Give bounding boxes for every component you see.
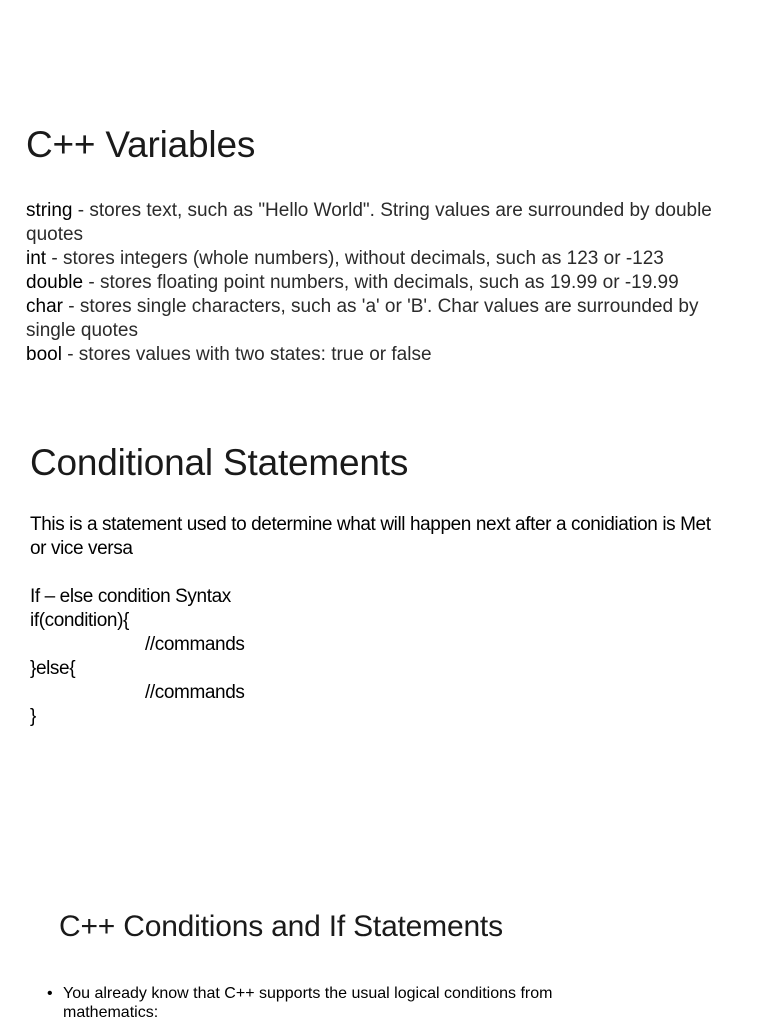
- type-term: char: [26, 296, 63, 317]
- list-item: [26, 199, 741, 247]
- type-term: int: [26, 248, 47, 269]
- conditional-body: [30, 513, 730, 729]
- slide-title: C++ Conditions and If Statements: [59, 910, 503, 943]
- list-item: [26, 295, 741, 343]
- variables-slide: [0, 0, 768, 420]
- slide-title: Conditional Statements: [30, 442, 409, 483]
- variables-list: [26, 199, 741, 367]
- type-term: string: [26, 200, 73, 221]
- type-term: bool: [26, 344, 62, 365]
- if-statements-slide: [0, 880, 768, 1024]
- code-line: //commands: [145, 682, 245, 703]
- type-description: - stores single characters, such as 'a' or 'B'. Char values are surrounded by single quotes: [26, 296, 699, 341]
- type-term: double: [26, 272, 84, 293]
- bullet-icon: •: [47, 985, 53, 1002]
- syntax-heading: If – else condition Syntax: [30, 586, 231, 607]
- list-item: [47, 984, 647, 1022]
- spacer: [30, 561, 730, 585]
- code-line: //commands: [145, 634, 245, 655]
- list-item: [26, 247, 741, 271]
- code-line: if(condition){: [30, 610, 129, 631]
- bullet-text: You already know that C++ supports the usual logical conditions from mathematics:: [63, 985, 553, 1021]
- type-description: - stores integers (whole numbers), without decimals, such as 123 or -123: [46, 248, 664, 269]
- type-description: - stores text, such as "Hello World". String values are surrounded by double quotes: [26, 200, 712, 245]
- conditional-slide: [0, 420, 768, 880]
- list-item: [26, 271, 741, 295]
- code-line: }else{: [30, 658, 76, 679]
- slide-title: C++ Variables: [26, 124, 256, 165]
- type-description: - stores floating point numbers, with decimals, such as 19.99 or -19.99: [83, 272, 679, 293]
- bullet-list: [47, 984, 647, 1022]
- intro-text: This is a statement used to determine what will happen next after a conidiation is Met or vice versa: [30, 514, 711, 559]
- list-item: [26, 343, 741, 367]
- code-line: }: [30, 706, 36, 727]
- type-description: - stores values with two states: true or false: [61, 344, 432, 365]
